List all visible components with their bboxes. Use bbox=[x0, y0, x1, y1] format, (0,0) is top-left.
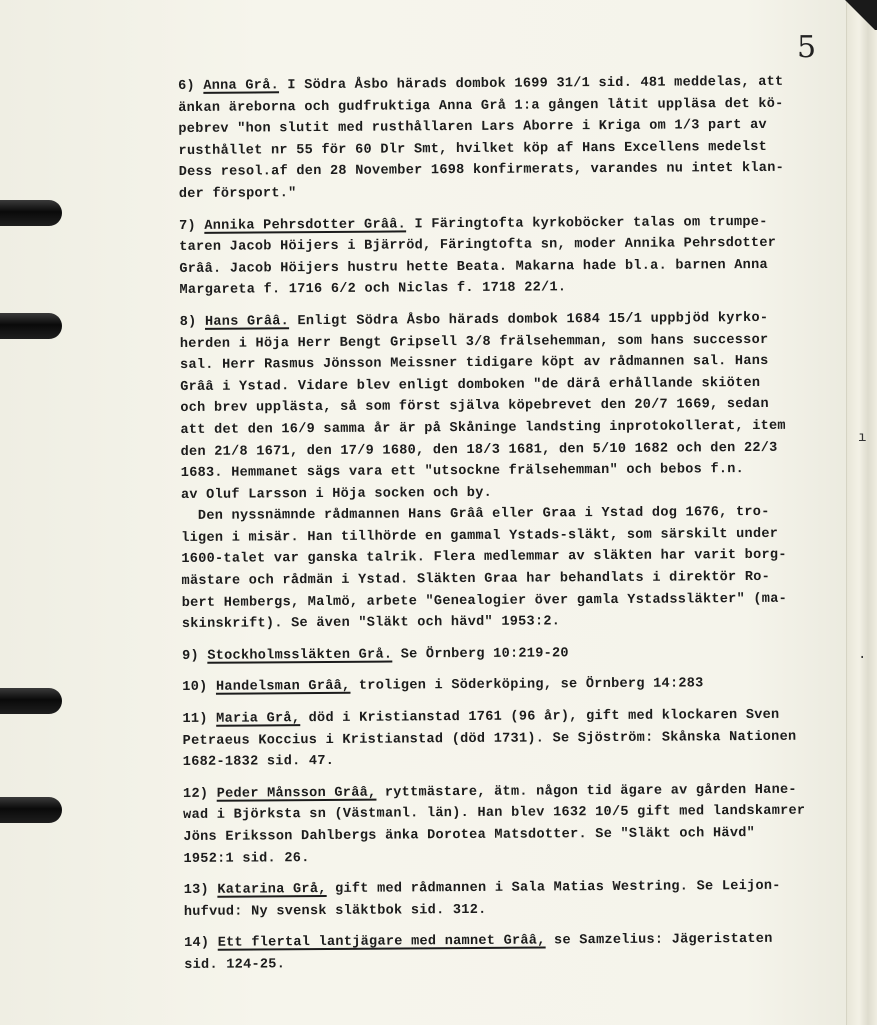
entry-11 bbox=[182, 704, 862, 774]
entry-text: av Oluf Larsson i Höja socken och by. bbox=[180, 485, 493, 503]
entry-text: troligen i Söderköping, se Örnberg 14:283 bbox=[350, 676, 704, 695]
entry-text: pebrev "hon slutit med rusthållaren Lars Aborre i Kriga om 1/3 part av bbox=[178, 118, 767, 138]
entry-text: 1952:1 sid. 26. bbox=[183, 850, 310, 867]
entry-text: Dess resol.af den 28 November 1698 konfirmerats, varandes nu intet klan- bbox=[178, 161, 785, 181]
entry-name: Anna Grå. bbox=[203, 78, 280, 94]
entry-text: död i Kristianstad 1761 (96 år), gift med klockaren Sven bbox=[300, 707, 780, 727]
entry-number: 13) bbox=[183, 882, 209, 899]
page-number: 5 bbox=[797, 30, 817, 65]
entry-text: Den nyssnämnde rådmannen Hans Grââ eller Graa i Ystad dog 1676, tro- bbox=[181, 505, 770, 525]
entry-text: och brev upplästa, så som först själva köpebrevet den 20/7 1669, sedan bbox=[180, 397, 769, 417]
binder-ring-icon bbox=[0, 313, 62, 339]
entry-7 bbox=[179, 211, 860, 302]
text-line bbox=[183, 844, 863, 870]
document-text bbox=[178, 71, 867, 986]
entry-name: Hans Grââ. bbox=[204, 314, 290, 330]
entry-text: hufvud: Ny svensk släktbok sid. 312. bbox=[183, 902, 487, 920]
text-line bbox=[182, 609, 862, 635]
entry-number: 10) bbox=[182, 680, 208, 696]
entry-number: 9) bbox=[181, 648, 199, 664]
entry-name: Peder Månsson Grââ, bbox=[216, 785, 377, 802]
entry-name: Handelsman Grââ, bbox=[215, 679, 351, 696]
entry-number: 12) bbox=[182, 786, 209, 802]
page-corner-shadow bbox=[817, 0, 877, 30]
entry-8 bbox=[180, 307, 862, 636]
entry-10 bbox=[182, 673, 862, 699]
entry-number: 11) bbox=[182, 711, 208, 728]
binder-ring-icon bbox=[0, 200, 62, 226]
text-line bbox=[182, 673, 862, 699]
entry-text: 1682-1832 sid. 47. bbox=[182, 754, 335, 771]
text-line bbox=[182, 641, 862, 667]
entry-text: gift med rådmannen i Sala Matias Westring. Se Leijon- bbox=[326, 879, 781, 898]
entry-text: Petraeus Koccius i Kristianstad (död 1731). Se Sjöström: Skånska Nationen bbox=[182, 729, 797, 749]
text-line bbox=[179, 179, 859, 205]
entry-text: Grââ i Ystad. Vidare blev enligt domboken "de därå erhållande skiöten bbox=[180, 375, 761, 395]
entry-text: I Södra Åsbo härads dombok 1699 31/1 sid. 481 meddelas, att bbox=[278, 74, 784, 94]
entry-14 bbox=[184, 929, 864, 977]
entry-text: den 21/8 1671, den 17/9 1680, den 18/3 1681, den 5/10 1682 och den 22/3 bbox=[180, 440, 778, 460]
entry-name: Annika Pehrsdotter Grââ. bbox=[204, 216, 407, 234]
entry-text: 1600-talet var ganska talrik. Flera medlemmar av släkten har varit borg- bbox=[181, 548, 787, 568]
entry-text: 1683. Hemmanet sägs vara ett "utsockne frälsehemman" och bebos f.n. bbox=[180, 462, 745, 482]
entry-text: mästare och rådmän i Ystad. Släkten Graa har behandlats i direktör Ro- bbox=[181, 569, 771, 590]
entry-text: ligen i misär. Han tillhörde en gammal Ystads-släkt, som särskilt under bbox=[181, 526, 779, 546]
entry-number: 7) bbox=[178, 218, 196, 234]
entry-name: Ett flertal lantjägare med namnet Grââ, bbox=[217, 933, 546, 952]
entry-text: änkan äreborna och gudfruktiga Anna Grå 1:a gången låtit uppläsa det kö- bbox=[178, 96, 784, 116]
entry-number: 14) bbox=[184, 936, 210, 952]
binder-ring-icon bbox=[0, 797, 62, 823]
entry-number: 8) bbox=[179, 314, 197, 330]
entry-number: 6) bbox=[178, 78, 195, 94]
entry-text: Margareta f. 1716 6/2 och Niclas f. 1718 22/1. bbox=[179, 280, 567, 299]
entry-text: bert Hembergs, Malmö, arbete "Genealogier över gamla Ystadssläkter" (ma- bbox=[181, 591, 788, 611]
entry-text: Jöns Eriksson Dahlbergs änka Dorotea Matsdotter. Se "Släkt och Hävd" bbox=[183, 825, 756, 845]
entry-text: Grââ. Jacob Höijers hustru hette Beata. Makarna hade bl.a. barnen Anna bbox=[179, 257, 768, 277]
entry-name: Maria Grå, bbox=[216, 711, 301, 727]
entry-text: taren Jacob Höijers i Bjärröd, Färingtofta sn, moder Annika Pehrsdotter bbox=[179, 235, 777, 256]
text-line bbox=[184, 897, 864, 923]
entry-text: sal. Herr Rasmus Jönsson Meissner tidigare köpt av rådmannen sal. Hans bbox=[179, 354, 769, 374]
entry-text: wad i Björksta sn (Västmanl. län). Han blev 1632 10/5 gift med landskamrer bbox=[183, 804, 806, 824]
entry-text: sid. 124-25. bbox=[184, 957, 286, 973]
entry-text: der försport." bbox=[178, 186, 297, 202]
entry-text: skinskrift). Se även "Släkt och hävd" 1953:2. bbox=[181, 614, 561, 633]
entry-text: ryttmästare, ätm. någon tid ägare av gården Hane- bbox=[376, 782, 797, 801]
entry-name: Stockholmssläkten Grå. bbox=[207, 647, 393, 664]
entry-text: I Färingtofta kyrkoböcker talas om trumpe- bbox=[406, 214, 768, 232]
entry-13 bbox=[184, 875, 864, 923]
margin-mark: · bbox=[858, 650, 867, 666]
text-line bbox=[179, 276, 859, 302]
entry-name: Katarina Grå, bbox=[217, 882, 327, 898]
entry-text: herden i Höja Herr Bengt Gripsell 3/8 frälsehemman, som hans successor bbox=[179, 332, 769, 352]
entry-text: Enligt Södra Åsbo härads dombok 1684 15/1 uppbjöd kyrko- bbox=[288, 310, 769, 330]
binder-ring-icon bbox=[0, 688, 62, 714]
entry-12 bbox=[183, 779, 864, 870]
entry-text: att det den 16/9 samma år är på Skåninge landsting inprotokollerat, item bbox=[180, 418, 786, 438]
text-line bbox=[183, 747, 863, 773]
margin-mark: ı bbox=[858, 430, 867, 446]
entry-6 bbox=[178, 71, 859, 205]
entry-text: rusthållet nr 55 för 60 Dlr Smt, hvilket köp af Hans Excellens medelst bbox=[178, 139, 768, 159]
entry-text: se Samzelius: Jägeristaten bbox=[545, 932, 773, 949]
entry-9 bbox=[182, 641, 862, 667]
entry-text: Se Örnberg 10:219-20 bbox=[392, 646, 569, 663]
